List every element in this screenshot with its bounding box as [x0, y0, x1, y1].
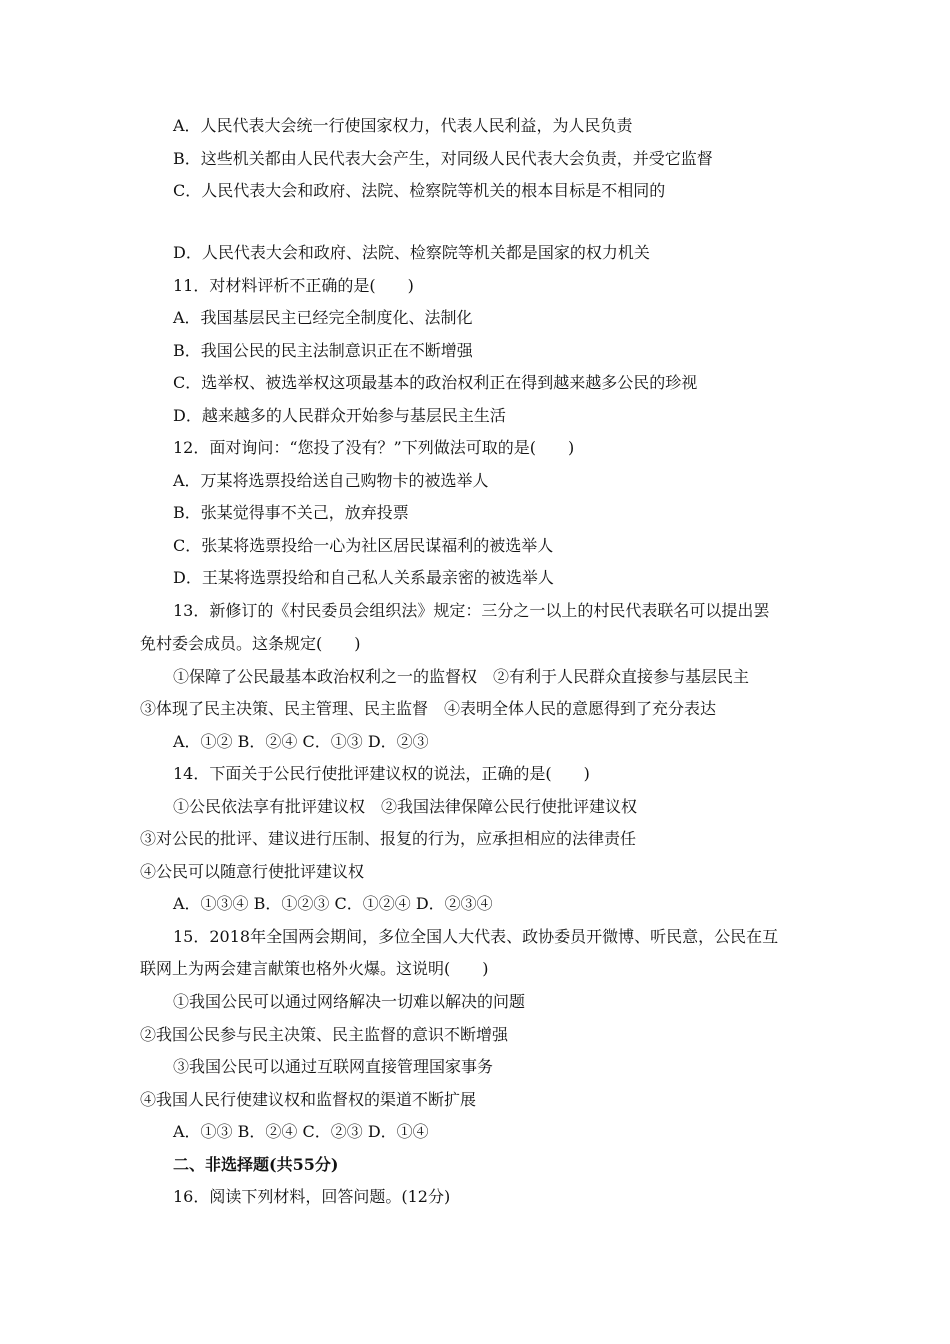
q10-option-b: B．这些机关都由人民代表大会产生，对同级人民代表大会负责，并受它监督 — [173, 149, 713, 168]
q13-stem-line1: 13．新修订的《村民委员会组织法》规定：三分之一以上的村民代表联名可以提出罢 — [173, 601, 770, 620]
q14-stem: 14．下面关于公民行使批评建议权的说法，正确的是( ) — [173, 764, 590, 783]
q14-options: A．①③④ B．①②③ C．①②④ D．②③④ — [173, 894, 493, 913]
q11-option-d: D．越来越多的人民群众开始参与基层民主生活 — [173, 406, 506, 425]
q12-option-c: C．张某将选票投给一心为社区居民谋福利的被选举人 — [173, 536, 554, 555]
q12-stem: 12．面对询问：“您投了没有？”下列做法可取的是( ) — [173, 438, 575, 457]
q11-stem: 11．对材料评析不正确的是( ) — [173, 276, 414, 295]
q15-item-3: ③我国公民可以通过互联网直接管理国家事务 — [173, 1057, 494, 1076]
q15-options: A．①③ B．②④ C．②③ D．①④ — [173, 1122, 429, 1141]
section-heading: 二、非选择题(共55分) — [173, 1155, 339, 1174]
q14-items-line2: ③对公民的批评、建议进行压制、报复的行为，应承担相应的法律责任 — [140, 829, 637, 848]
q13-options: A．①② B．②④ C．①③ D．②③ — [173, 732, 429, 751]
q12-option-b: B．张某觉得事不关己，放弃投票 — [173, 503, 409, 522]
q11-option-b: B．我国公民的民主法制意识正在不断增强 — [173, 341, 473, 360]
q15-stem-line1: 15．2018年全国两会期间，多位全国人大代表、政协委员开微博、听民意，公民在互 — [173, 927, 779, 946]
q13-items-line2: ③体现了民主决策、民主管理、民主监督 ④表明全体人民的意愿得到了充分表达 — [140, 699, 717, 718]
q10-option-d: D．人民代表大会和政府、法院、检察院等机关都是国家的权力机关 — [173, 243, 650, 262]
q15-item-4: ④我国人民行使建议权和监督权的渠道不断扩展 — [140, 1090, 477, 1109]
q15-stem-line2: 联网上为两会建言献策也格外火爆。这说明( ) — [140, 959, 489, 978]
q10-option-c: C．人民代表大会和政府、法院、检察院等机关的根本目标是不相同的 — [173, 181, 666, 200]
q11-option-a: A．我国基层民主已经完全制度化、法制化 — [173, 308, 473, 327]
q14-items-line3: ④公民可以随意行使批评建议权 — [140, 862, 365, 881]
q15-item-1: ①我国公民可以通过网络解决一切难以解决的问题 — [173, 992, 526, 1011]
q10-option-a: A．人民代表大会统一行使国家权力，代表人民利益，为人民负责 — [173, 116, 633, 135]
q15-item-2: ②我国公民参与民主决策、民主监督的意识不断增强 — [140, 1025, 509, 1044]
q13-stem-line2: 免村委会成员。这条规定( ) — [140, 634, 361, 653]
q12-option-d: D．王某将选票投给和自己私人关系最亲密的被选举人 — [173, 568, 554, 587]
q14-items-line1: ①公民依法享有批评建议权 ②我国法律保障公民行使批评建议权 — [173, 797, 638, 816]
q13-items-line1: ①保障了公民最基本政治权利之一的监督权 ②有利于人民群众直接参与基层民主 — [173, 667, 750, 686]
q11-option-c: C．选举权、被选举权这项最基本的政治权利正在得到越来越多公民的珍视 — [173, 373, 698, 392]
q12-option-a: A．万某将选票投给送自己购物卡的被选举人 — [173, 471, 489, 490]
q16-stem: 16．阅读下列材料，回答问题。(12分) — [173, 1187, 451, 1206]
